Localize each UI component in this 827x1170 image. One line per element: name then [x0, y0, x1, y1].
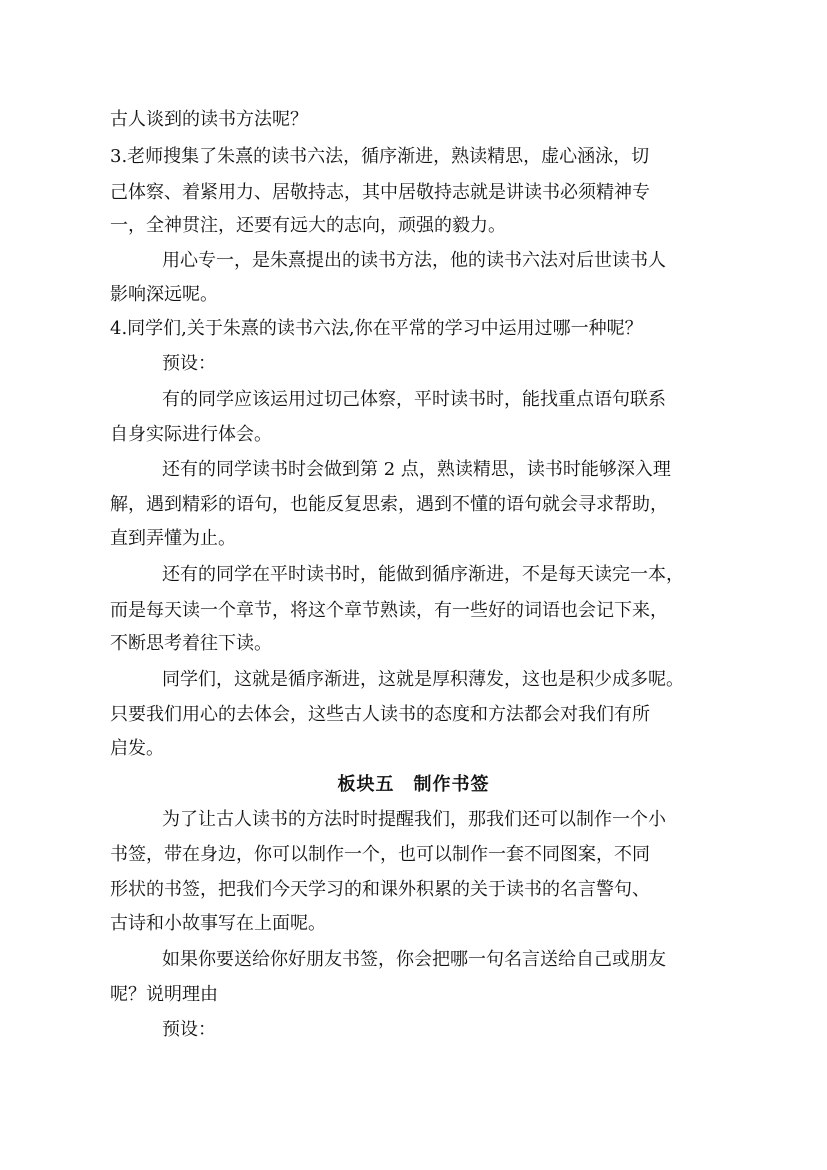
- text-line: 同学们，这就是循序渐进，这就是厚积薄发，这也是积少成多呢。: [162, 669, 684, 690]
- text-line: 只要我们用心的去体会，这些古人读书的态度和方法都会对我们有所: [110, 704, 650, 725]
- text-line: 一，全神贯注，还要有远大的志向，顽强的毅力。: [110, 215, 506, 236]
- text-line: 用心专一，是朱熹提出的读书方法，他的读书六法对后世读书人: [162, 250, 666, 271]
- section-heading: 板块五 制作书签: [337, 774, 490, 795]
- text-line: 还有的同学在平时读书时，能做到循序渐进，不是每天读完一本，: [162, 564, 684, 585]
- text-line: 书签，带在身边，你可以制作一个，也可以制作一套不同图案，不同: [110, 844, 650, 865]
- text-line: 预设：: [162, 353, 216, 374]
- text-line: 而是每天读一个章节，将这个章节熟读，有一些好的词语也会记下来，: [110, 600, 668, 621]
- text-line: 有的同学应该运用过切己体察，平时读书时，能找重点语句联系: [162, 389, 666, 410]
- text-line: 为了让古人读书的方法时时提醒我们，那我们还可以制作一个小: [162, 809, 666, 830]
- text-line: 启发。: [110, 738, 164, 759]
- text-line: 3.老师搜集了朱熹的读书六法，循序渐进，熟读精思，虚心涵泳，切: [110, 146, 650, 167]
- text-line: 己体察、着紧用力、居敬持志，其中居敬持志就是讲读书必须精神专: [110, 182, 650, 203]
- text-line: 4.同学们,关于朱熹的读书六法,你在平常的学习中运用过哪一种呢？: [110, 318, 643, 339]
- text-line: 古诗和小故事写在上面呢。: [110, 913, 326, 934]
- text-line: 自身实际进行体会。: [110, 424, 272, 445]
- text-line: 如果你要送给你好朋友书签，你会把哪一句名言送给自己或朋友: [162, 949, 666, 970]
- text-line: 影响深远呢。: [110, 284, 218, 305]
- text-line: 直到弄懂为止。: [110, 528, 236, 549]
- text-line: 古人谈到的读书方法呢？: [110, 109, 308, 130]
- text-line: 呢？说明理由: [110, 984, 218, 1005]
- text-line: 不断思考着往下读。: [110, 633, 272, 654]
- text-line: 还有的同学读书时会做到第 2 点，熟读精思，读书时能够深入理: [162, 459, 671, 480]
- text-line: 解，遇到精彩的语句，也能反复思索，遇到不懂的语句就会寻求帮助，: [110, 494, 668, 515]
- text-line: 形状的书签，把我们今天学习的和课外积累的关于读书的名言警句、: [110, 879, 650, 900]
- text-line: 预设：: [162, 1019, 216, 1040]
